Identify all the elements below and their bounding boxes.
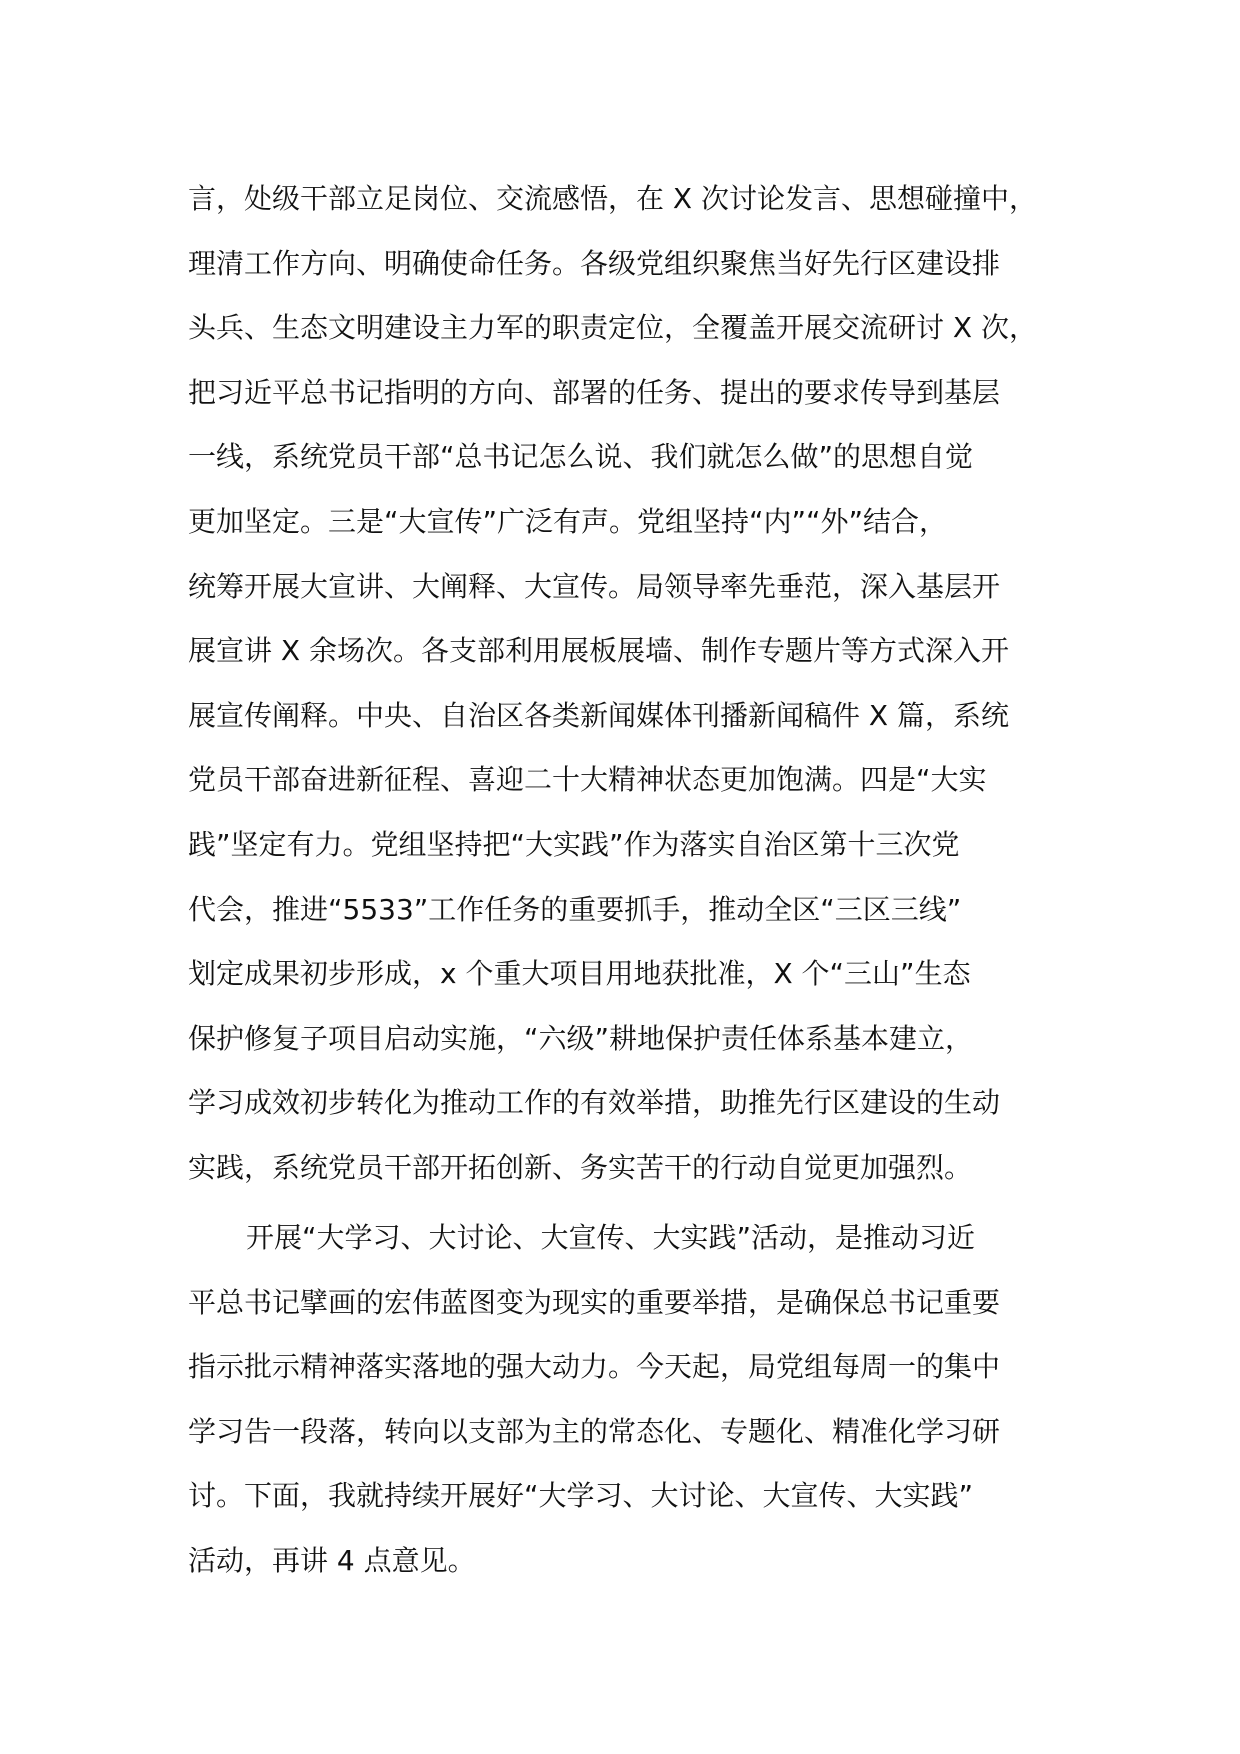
paragraph-line: 平总书记擘画的宏伟蓝图变为现实的重要举措，是确保总书记重要 [188, 1285, 1001, 1319]
paragraph-line: 统筹开展大宣讲、大阐释、大宣传。局领导率先垂范，深入基层开 [188, 569, 1001, 603]
paragraph-line: 展宣讲 X 余场次。各支部利用展板展墙、制作专题片等方式深入开 [188, 634, 1009, 668]
paragraph-line: 讨。下面，我就持续开展好“大学习、大讨论、大宣传、大实践” [188, 1479, 974, 1513]
paragraph-line: 活动，再讲 4 点意见。 [188, 1543, 476, 1577]
paragraph-line: 党员干部奋进新征程、喜迎二十大精神状态更加饱满。四是“大实 [188, 763, 987, 797]
paragraph-line: 实践，系统党员干部开拓创新、务实苦干的行动自觉更加强烈。 [188, 1150, 973, 1184]
paragraph-line: 代会，推进“5533”工作任务的重要抓手，推动全区“三区三线” [188, 892, 962, 926]
paragraph-line: 指示批示精神落实落地的强大动力。今天起，局党组每周一的集中 [188, 1350, 1001, 1384]
paragraph-2 [188, 1206, 1088, 1594]
paragraph-line: 学习告一段落，转向以支部为主的常态化、专题化、精准化学习研 [188, 1414, 1001, 1448]
paragraph-line: 一线，系统党员干部“总书记怎么说、我们就怎么做”的思想自觉 [188, 440, 974, 474]
paragraph-line: 更加坚定。三是“大宣传”广泛有声。党组坚持“内”“外”结合， [188, 504, 948, 538]
paragraph-line: 划定成果初步形成，x 个重大项目用地获批准，X 个“三山”生态 [188, 957, 971, 991]
paragraph-line: 展宣传阐释。中央、自治区各类新闻媒体刊播新闻稿件 X 篇，系统 [188, 698, 1009, 732]
paragraph-line: 保护修复子项目启动实施，“六级”耕地保护责任体系基本建立， [188, 1021, 974, 1055]
paragraph-line: 头兵、生态文明建设主力军的职责定位，全覆盖开展交流研讨 X 次， [188, 311, 1037, 345]
paragraph-line: 言，处级干部立足岗位、交流感悟，在 X 次讨论发言、思想碰撞中， [188, 182, 1037, 215]
paragraph-1 [188, 167, 1088, 1201]
paragraph-line: 理清工作方向、明确使命任务。各级党组织聚焦当好先行区建设排 [188, 246, 1001, 280]
paragraph-line: 学习成效初步转化为推动工作的有效举措，助推先行区建设的生动 [188, 1086, 1001, 1120]
paragraph-line: 开展“大学习、大讨论、大宣传、大实践”活动，是推动习近 [246, 1221, 976, 1254]
paragraph-line: 把习近平总书记指明的方向、部署的任务、提出的要求传导到基层 [188, 375, 1001, 409]
paragraph-line: 践”坚定有力。党组坚持把“大实践”作为落实自治区第十三次党 [188, 827, 960, 861]
